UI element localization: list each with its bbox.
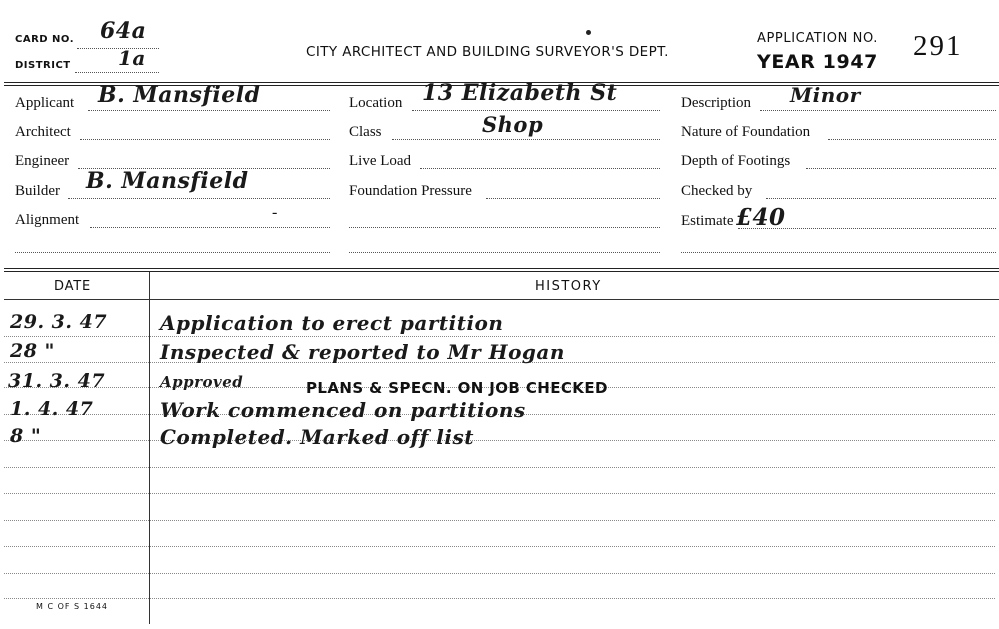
- history-column-header: HISTORY: [535, 279, 602, 294]
- location-label: Location: [349, 95, 403, 111]
- table-row-history: Work commenced on partitions: [160, 398, 526, 422]
- department-title: CITY ARCHITECT AND BUILDING SURVEYOR'S DEPT.: [306, 44, 669, 60]
- checked-by-label: Checked by: [681, 183, 753, 199]
- estimate-label: Estimate: [681, 213, 734, 229]
- table-row-history: Approved: [160, 373, 244, 391]
- nature-of-foundation-label: Nature of Foundation: [681, 124, 811, 140]
- application-no-value: 291: [913, 30, 963, 62]
- engineer-label: Engineer: [15, 153, 70, 169]
- table-row-date: 31. 3. 47: [8, 370, 106, 392]
- applicant-value: B. Mansfield: [98, 82, 261, 108]
- application-no-label: APPLICATION NO.: [757, 31, 879, 46]
- class-value: Shop: [482, 112, 544, 137]
- plans-checked-stamp: PLANS & SPECN. ON JOB CHECKED: [306, 379, 608, 397]
- live-load-label: Live Load: [349, 153, 412, 169]
- builder-label: Builder: [15, 183, 60, 199]
- alignment-value: -: [272, 204, 278, 221]
- table-row-date: 29. 3. 47: [10, 311, 108, 333]
- alignment-label: Alignment: [15, 212, 80, 228]
- table-row-date: 1. 4. 47: [10, 398, 94, 420]
- district-value: 1a: [118, 46, 146, 70]
- form-code: M C OF S 1644: [36, 602, 108, 611]
- description-value: Minor: [790, 83, 861, 107]
- table-row-history: Application to erect partition: [160, 311, 504, 335]
- estimate-value: £40: [736, 204, 786, 231]
- foundation-pressure-label: Foundation Pressure: [349, 183, 472, 199]
- description-label: Description: [681, 95, 751, 111]
- depth-of-footings-label: Depth of Footings: [681, 153, 791, 169]
- applicant-label: Applicant: [15, 95, 75, 111]
- class-label: Class: [349, 124, 382, 140]
- builder-value: B. Mansfield: [86, 168, 249, 194]
- card-no-label: CARD NO.: [15, 34, 75, 45]
- card-no-value: 64a: [100, 18, 147, 44]
- district-label: DISTRICT: [15, 60, 71, 71]
- table-column-divider: [149, 272, 150, 624]
- table-row-history: Completed. Marked off list: [160, 425, 474, 449]
- date-column-header: DATE: [54, 279, 92, 294]
- location-value: 13 Elizabeth St: [422, 80, 618, 106]
- punch-mark: [586, 30, 591, 35]
- table-row-date: 28 ": [10, 340, 55, 362]
- table-row-date: 8 ": [10, 425, 42, 447]
- year-label: YEAR 1947: [757, 51, 878, 73]
- architect-label: Architect: [15, 124, 71, 140]
- table-row-history: Inspected & reported to Mr Hogan: [160, 340, 565, 364]
